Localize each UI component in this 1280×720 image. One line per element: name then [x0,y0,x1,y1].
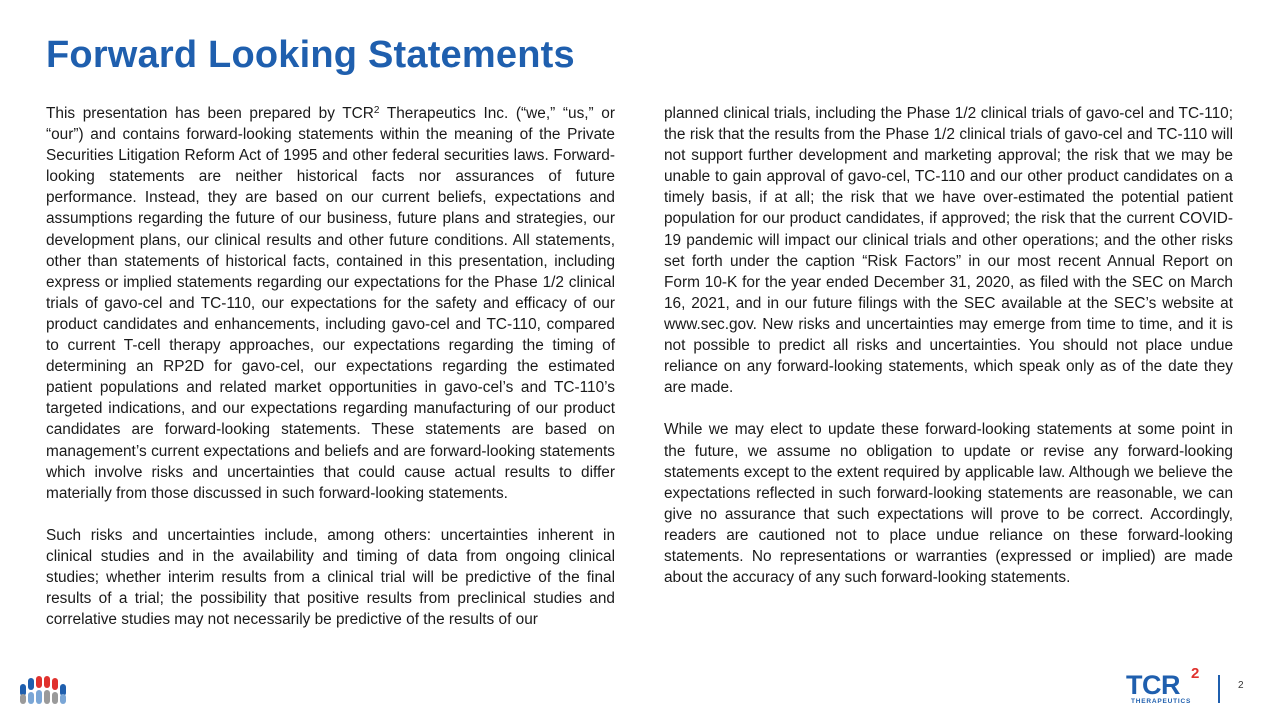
left-text-column [46,103,615,630]
right-text-column [664,103,1233,588]
intro-text-continued: Therapeutics Inc. (“we,” “us,” or “our”) and contains forward-looking statements within the meaning of the Private Securities Litigation Reform Act of 1995 and other federal securities laws. Forward-looking statements are neither historical facts nor assurances of future performance. Instead, they are based on our current beliefs, expectations and assumptions regarding the future of our business, future plans and strategies, our development plans, our clinical results and other future conditions. All statements, other than statements of historical facts, contained in this presentation, including express or implied statements regarding our expectations for the Phase 1/2 clinical trials of gavo-cel and TC-110, our expectations for the safety and efficacy of our product candidates and enhancements, including gavo-cel and TC-110, compared to current T-cell therapy approaches, our expectations regarding the timing of determining an RP2D for gavo-cel, our expectations regarding the estimated patient populations and related market opportunities in gavo-cel’s and TC-110’s targeted indications, and our expectations regarding manufacturing of our product candidates are forward-looking statements. These statements are based on management’s current expectations and beliefs and are forward-looking statements which involve risks and uncertainties that could cause actual results to differ materially from those discussed in such forward-looking statements. [46,105,615,502]
left-paragraph-1 [46,103,615,504]
molecule-dots-icon [20,676,68,706]
left-paragraph-2: Such risks and uncertainties include, among others: uncertainties inherent in clinical studies and in the availability and timing of data from ongoing clinical studies; whether interim results from a clinical trial will be predictive of the final results of a trial; the possibility that positive results from preclinical studies and correlative studies may not necessarily be predictive of the results of our [46,526,615,629]
right-paragraph-2: While we may elect to update these forward-looking statements at some point in the future, we assume no obligation to update or revise any forward-looking statements except to the extent required by applicable law. Although we believe the expectations reflected in such forward-looking statements are reasonable, we can give no assurance that such expectations will prove to be correct. Accordingly, readers are cautioned not to place undue reliance on these forward-looking statements. No representations or warranties (expressed or implied) are made about the accuracy of any such forward-looking statements. [664,421,1233,587]
page-number: 2 [1238,680,1244,691]
intro-text: This presentation has been prepared by TCR [46,105,374,122]
logo-wordmark: TCR [1126,670,1180,700]
footer-divider [1218,675,1220,703]
page-title: Forward Looking Statements [46,34,575,76]
right-paragraph-1: planned clinical trials, including the Phase 1/2 clinical trials of gavo-cel and TC-110; the risk that the results from the Phase 1/2 clinical trials of gavo-cel and TC-110 will not support further development and marketing approval; the risk that we may be unable to gain approval of gavo-cel, TC-110 and our other product candidates on a timely basis, if at all; the risk that we have over-estimated the potential patient population for our product candidates, if approved; the risk that the current COVID-19 pandemic will impact our clinical trials and other operations; and the other risks set forth under the caption “Risk Factors” in our most recent Annual Report on Form 10-K for the year ended December 31, 2020, as filed with the SEC on March 16, 2021, and in our future filings with the SEC available at the SEC’s website at www.sec.gov. New risks and uncertainties may emerge from time to time, and it is not possible to predict all risks and uncertainties. You should not place undue reliance on any forward-looking statements, which speak only as of the date they are made. [664,105,1233,397]
logo-subtitle: THERAPEUTICS [1131,698,1192,705]
logo-superscript: 2 [1191,665,1200,682]
company-logo [1126,665,1206,706]
superscript-2: 2 [373,105,380,116]
